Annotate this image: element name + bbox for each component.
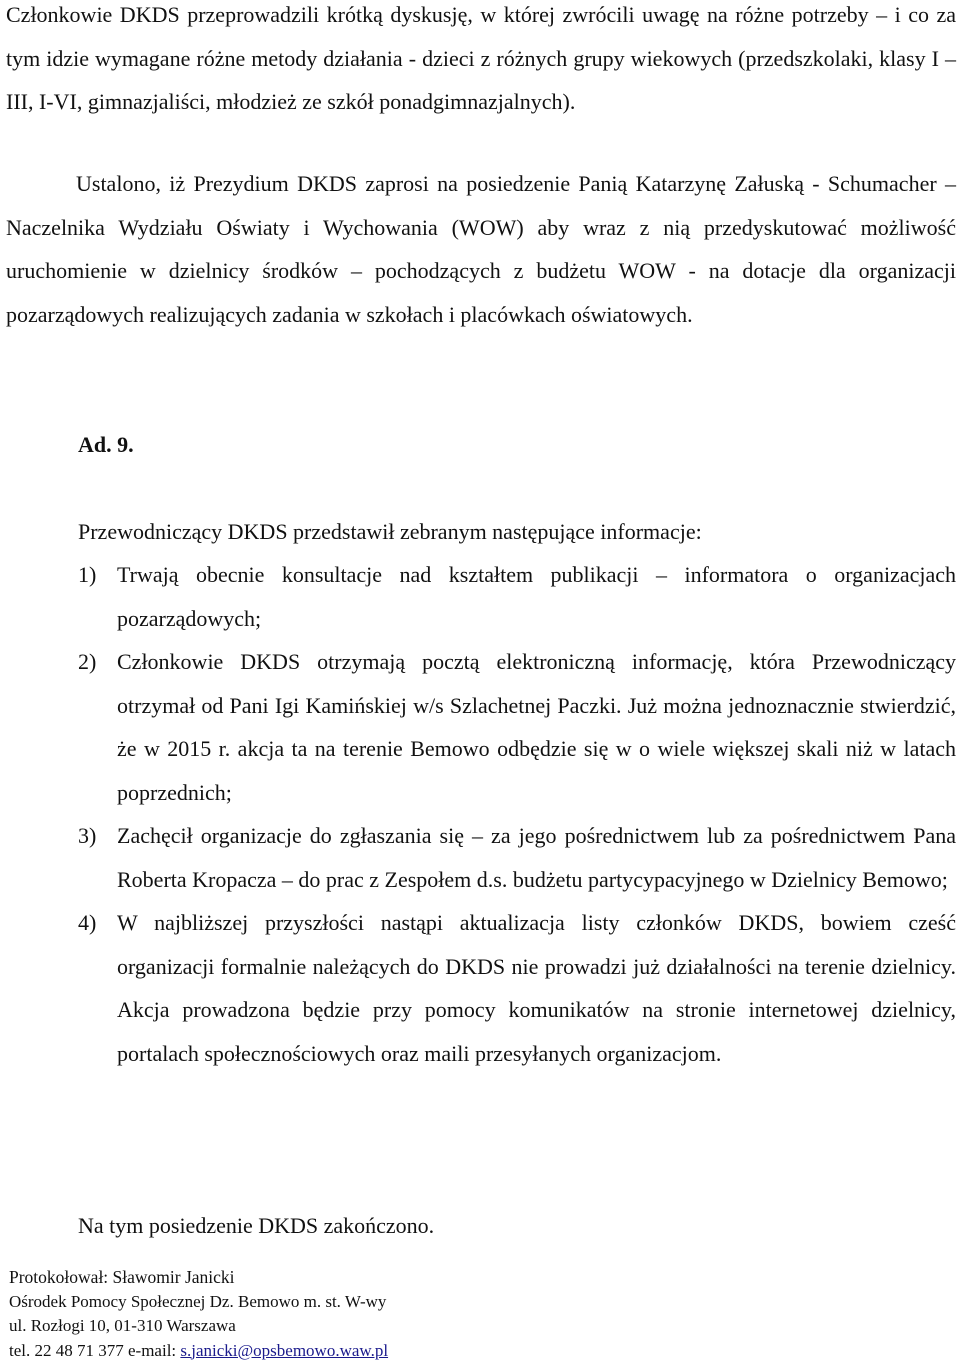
list-item-number: 4) <box>78 901 96 945</box>
footer-signature <box>9 1265 388 1363</box>
list-item-number: 3) <box>78 814 96 858</box>
paragraph-discussion: Członkowie DKDS przeprowadzili krótką dyskusję, w której zwrócili uwagę na różne potrzeby – i co za tym idzie wymagane różne metody działania - dzieci z różnych grupy wiekowych (przedszkolaki, klasy I – III, I-VI, gimnazjaliści, młodzież ze szkół ponadgimnazjalnych). <box>6 0 956 124</box>
footer-institution: Ośrodek Pomocy Społecznej Dz. Bemowo m. st. W-wy <box>9 1290 388 1315</box>
list-item <box>78 814 956 901</box>
section-intro: Przewodniczący DKDS przedstawił zebranym następujące informacje: <box>78 517 702 547</box>
footer-address: ul. Rozłogi 10, 01-310 Warszawa <box>9 1314 388 1339</box>
list-item-number: 1) <box>78 553 96 597</box>
list-item-text: Trwają obecnie konsultacje nad kształtem publikacji – informatora o organizacjach pozarządowych; <box>117 562 956 631</box>
footer-protocol-by: Protokołował: Sławomir Janicki <box>9 1265 388 1290</box>
section-heading: Ad. 9. <box>78 430 134 460</box>
list-item <box>78 901 956 1075</box>
email-link[interactable]: s.janicki@opsbemowo.waw.pl <box>180 1341 388 1360</box>
list-item-text: Zachęcił organizacje do zgłaszania się – za jego pośrednictwem lub za pośrednictwem Pana Roberta Kropacza – do prac z Zespołem d.s. budżetu partycypacyjnego w Dzielnicy Bemowo; <box>117 823 956 892</box>
information-list <box>78 553 956 1075</box>
footer-contact <box>9 1339 388 1363</box>
footer-contact-prefix: tel. 22 48 71 377 e-mail: <box>9 1341 180 1360</box>
list-item <box>78 640 956 814</box>
list-item-number: 2) <box>78 640 96 684</box>
list-item-text: Członkowie DKDS otrzymają pocztą elektroniczną informację, która Przewodniczący otrzymał od Pani Igi Kamińskiej w/s Szlachetnej Paczki. Już można jednoznacznie stwierdzić, że w 2015 r. akcja ta na terenie Bemowo odbędzie się w o wiele większej skali niż w latach poprzednich; <box>117 649 956 805</box>
paragraph-decision: Ustalono, iż Prezydium DKDS zaprosi na posiedzenie Panią Katarzynę Załuską - Schumacher – Naczelnika Wydziału Oświaty i Wychowania (WOW) aby wraz z nią przedyskutować możliwość uruchomienie w dzielnicy środków – pochodzących z budżetu WOW - na dotacje dla organizacji pozarządowych realizujących zadania w szkołach i placówkach oświatowych. <box>6 162 956 336</box>
closing-line: Na tym posiedzenie DKDS zakończono. <box>78 1211 434 1241</box>
list-item-text: W najbliższej przyszłości nastąpi aktualizacja listy członków DKDS, bowiem cześć organizacji formalnie należących do DKDS nie prowadzi już działalności na terenie dzielnicy. Akcja prowadzona będzie przy pomocy komunikatów na stronie internetowej dzielnicy, portalach społecznościowych oraz maili przesyłanych organizacjom. <box>117 910 956 1066</box>
list-item <box>78 553 956 640</box>
